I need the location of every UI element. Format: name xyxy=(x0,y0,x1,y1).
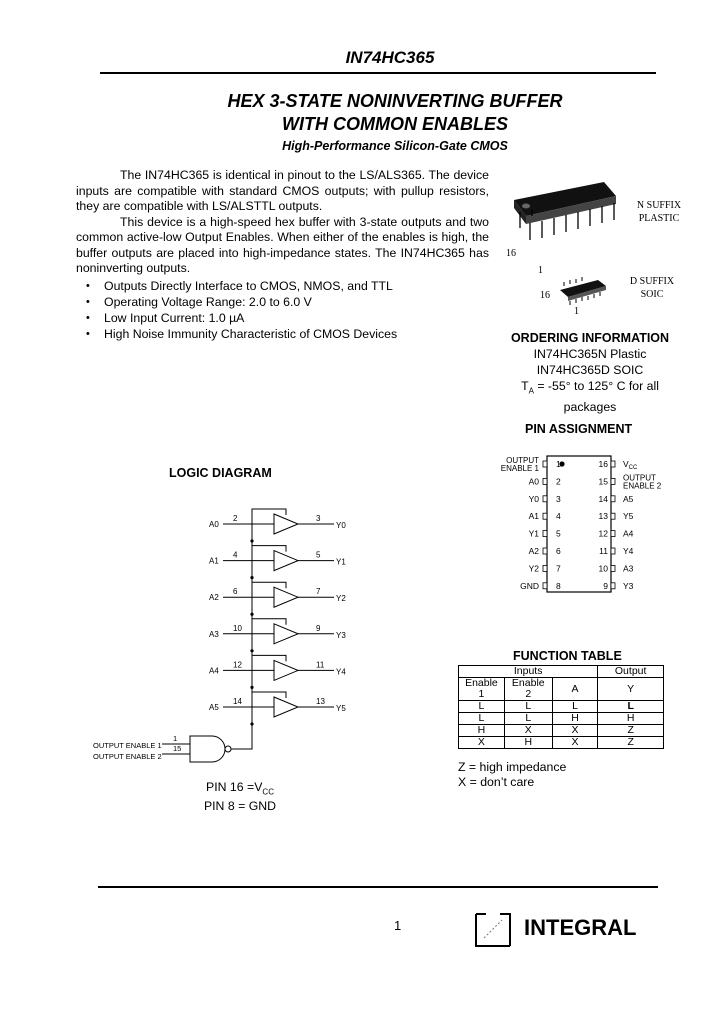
output-group-header: Output xyxy=(598,666,664,678)
pin-number: 6 xyxy=(556,546,561,556)
note-z: Z = high impedance xyxy=(458,760,567,774)
buffer-triangle xyxy=(274,551,298,571)
buffer-output-pin: 13 xyxy=(316,697,325,706)
table-cell: L xyxy=(598,701,664,713)
enable2-pin: 15 xyxy=(173,744,182,753)
pin-assignment-diagram xyxy=(486,452,686,602)
ordering-temperature-tail: packages xyxy=(563,400,617,415)
buffer-input-pin: 12 xyxy=(233,660,242,670)
pin-stub xyxy=(611,583,615,589)
buffer-output-pin: 9 xyxy=(316,623,321,633)
buffer-input-label: A5 xyxy=(209,703,219,712)
pin-number: 12 xyxy=(598,528,608,539)
power-pin-notes xyxy=(170,780,310,814)
ordering-line-1: IN74HC365N Plastic xyxy=(533,347,647,361)
buffer-input-label: A0 xyxy=(209,520,219,529)
buffer-input-pin: 10 xyxy=(233,623,242,633)
buffer-output-label: Y4 xyxy=(336,667,346,677)
pin-label: A3 xyxy=(623,563,634,574)
function-table-notes xyxy=(458,760,566,790)
table-cell: X xyxy=(504,725,552,737)
function-table-heading: FUNCTION TABLE xyxy=(513,649,622,663)
pin-stub xyxy=(611,531,615,537)
feature-item: • Low Input Current: 1.0 µA xyxy=(86,310,397,326)
feature-item: • Operating Voltage Range: 2.0 to 6.0 V xyxy=(86,294,397,310)
buffer-input-label: A4 xyxy=(209,666,219,676)
footer-rule xyxy=(98,886,658,888)
ordering-heading: ORDERING INFORMATION xyxy=(510,331,670,345)
function-table xyxy=(458,665,664,749)
n-suffix-text: N SUFFIX xyxy=(636,200,682,211)
feature-item: • High Noise Immunity Characteristic of CMOS Devices xyxy=(86,326,397,342)
table-row xyxy=(459,725,664,737)
ta-symbol: T xyxy=(521,379,529,393)
buffer-triangle xyxy=(274,514,298,534)
pin-label: A0 xyxy=(528,476,539,487)
table-row xyxy=(459,701,664,713)
col-a-header: A xyxy=(552,678,598,701)
description-paragraph-1: The IN74HC365 is identical in pinout to the LS/ALS365. The device inputs are compatible with standard CMOS outputs; with pullup resistors, they are compatible with LS/ALSTTL outputs. xyxy=(76,168,489,213)
buffer-input-pin: 2 xyxy=(233,514,238,523)
header-part-number: IN74HC365 xyxy=(345,48,435,67)
enable1-pin: 1 xyxy=(173,734,178,743)
table-cell: H xyxy=(459,725,505,737)
buffer-output-pin: 5 xyxy=(316,550,321,560)
col-enable2-sub: 2 xyxy=(504,689,552,701)
pin-label: Y3 xyxy=(623,580,634,591)
table-cell: L xyxy=(459,713,505,725)
buffer-input-pin: 6 xyxy=(233,587,238,597)
pin-label: OUTPUT xyxy=(623,473,656,483)
col-y-header: Y xyxy=(598,678,664,701)
pin-label: A5 xyxy=(623,493,634,504)
buffer-output-pin: 7 xyxy=(316,587,321,597)
table-cell: Z xyxy=(598,737,664,749)
soic-pin1-label: 1 xyxy=(574,306,579,317)
pin-number: 15 xyxy=(598,476,608,487)
buffer-output-pin: 3 xyxy=(316,514,321,523)
ordering-information xyxy=(490,330,690,415)
soic-package-drawing xyxy=(560,277,606,305)
pin-number: 3 xyxy=(556,493,561,504)
pin-stub xyxy=(543,548,547,554)
table-cell: H xyxy=(598,713,664,725)
buffer-triangle xyxy=(274,660,298,680)
d-suffix-text: D SUFFIX xyxy=(629,276,675,287)
pin-assignment-heading: PIN ASSIGNMENT xyxy=(525,422,633,436)
pin-label: ENABLE 2 xyxy=(623,481,662,491)
feature-item: • Outputs Directly Interface to CMOS, NMOS, and TTL xyxy=(86,278,397,294)
subtitle: High-Performance Silicon-Gate CMOS xyxy=(282,139,508,153)
header-rule xyxy=(100,72,656,74)
n-type-text: PLASTIC xyxy=(638,213,680,224)
buffer-output-label: Y0 xyxy=(336,521,346,530)
table-cell: L xyxy=(459,701,505,713)
col-enable1-sub: 1 xyxy=(459,689,505,701)
pin-label-subscript: CC xyxy=(628,465,638,471)
pin-label: ENABLE 1 xyxy=(500,464,539,473)
pin-stub xyxy=(543,496,547,502)
table-cell: X xyxy=(459,737,505,749)
page-number: 1 xyxy=(394,918,402,933)
pin-label: Y1 xyxy=(528,528,539,539)
pin-number: 16 xyxy=(598,459,608,469)
title-line-1: HEX 3-STATE NONINVERTING BUFFER xyxy=(227,91,563,111)
table-cell: H xyxy=(552,713,598,725)
pin-label: GND xyxy=(520,580,539,591)
table-cell: Z xyxy=(598,725,664,737)
table-cell: H xyxy=(504,737,552,749)
buffer-output-label: Y1 xyxy=(336,557,346,567)
dip-pin1-label: 1 xyxy=(538,265,543,276)
enable1-label: OUTPUT ENABLE 1 xyxy=(93,741,162,750)
pin-number: 13 xyxy=(598,511,608,522)
title-line-2: WITH COMMON ENABLES xyxy=(282,114,508,134)
pin-label: Y5 xyxy=(623,511,634,522)
table-cell: X xyxy=(552,737,598,749)
pin-stub xyxy=(611,461,615,467)
pin-stub xyxy=(611,496,615,502)
pin8-note: PIN 8 = GND xyxy=(203,799,277,814)
pin-number: 9 xyxy=(603,580,608,591)
col-enable2-header: Enable xyxy=(504,678,552,690)
d-suffix-label xyxy=(617,275,687,301)
dip-pin16-label: 16 xyxy=(506,248,516,259)
pin16-prefix: PIN 16 =V xyxy=(206,780,263,794)
pin-label: Y0 xyxy=(528,493,539,504)
soic-pin16-label: 16 xyxy=(540,290,550,301)
table-row xyxy=(459,737,664,749)
buffer-triangle xyxy=(274,624,298,644)
ordering-temperature xyxy=(490,378,690,399)
pin16-note xyxy=(170,780,310,799)
nand-gate xyxy=(190,736,225,762)
pin-label: Y2 xyxy=(528,563,539,574)
pin-label: OUTPUT xyxy=(506,456,539,465)
pin-number: 2 xyxy=(556,476,561,487)
pin-number: 1 xyxy=(556,459,561,469)
pin-stub xyxy=(611,513,615,519)
ta-range: = -55° to 125° C for all xyxy=(533,379,659,393)
pin-stub xyxy=(543,513,547,519)
pin-label: Y4 xyxy=(623,546,634,556)
logic-diagram-heading: LOGIC DIAGRAM xyxy=(169,466,272,480)
pin-number: 4 xyxy=(556,511,561,522)
main-title xyxy=(0,90,720,136)
ordering-line-2: IN74HC365D SOIC xyxy=(536,363,644,377)
buffer-input-label: A1 xyxy=(209,556,219,566)
pin-stub xyxy=(543,478,547,484)
buffer-output-pin: 11 xyxy=(316,660,325,670)
buffer-triangle xyxy=(274,587,298,607)
pin-number: 10 xyxy=(598,563,608,574)
d-type-text: SOIC xyxy=(640,289,664,300)
buffer-output-label: Y2 xyxy=(336,594,346,604)
pin-stub xyxy=(611,478,615,484)
pin-stub xyxy=(543,531,547,537)
ta-subscript: A xyxy=(528,386,534,396)
note-x: X = don’t care xyxy=(458,775,535,789)
table-cell: L xyxy=(504,701,552,713)
buffer-triangle xyxy=(274,697,298,717)
pin-number: 7 xyxy=(556,563,561,574)
integral-logo-mark xyxy=(472,910,514,950)
table-cell: X xyxy=(552,725,598,737)
gate-output-wire xyxy=(231,744,252,749)
pin-number: 8 xyxy=(556,580,561,591)
n-suffix-label xyxy=(624,199,694,225)
col-enable1-header: Enable xyxy=(459,678,505,690)
dip-package-drawing xyxy=(514,182,616,240)
buffer-output-label: Y5 xyxy=(336,704,346,713)
description xyxy=(76,168,489,277)
nand-bubble xyxy=(225,746,231,752)
pin-label: $V_{CC}$ xyxy=(623,459,638,471)
pin-number: 5 xyxy=(556,528,561,539)
description-paragraph-2: This device is a high-speed hex buffer with 3-state outputs and two common active-low Output Enables. When either of the enables is high, the buffer outputs are placed into high-impedance states. The IN74HC365 has noninverting outputs. xyxy=(76,214,489,275)
buffer-output-label: Y3 xyxy=(336,630,346,640)
pin-label: A2 xyxy=(528,546,539,556)
buffer-input-pin: 14 xyxy=(233,697,242,706)
pin16-subscript: CC xyxy=(262,787,274,797)
pin-number: 14 xyxy=(598,493,608,504)
pin-label: A4 xyxy=(623,528,634,539)
pin-stub xyxy=(611,565,615,571)
feature-list xyxy=(86,278,397,342)
table-cell: L xyxy=(552,701,598,713)
brand-name: INTEGRAL xyxy=(524,915,637,940)
pin-stub xyxy=(543,461,547,467)
pin-label: A1 xyxy=(528,511,539,522)
table-cell: L xyxy=(504,713,552,725)
logic-diagram xyxy=(90,496,370,786)
buffer-input-label: A3 xyxy=(209,629,219,639)
enable2-label: OUTPUT ENABLE 2 xyxy=(93,752,162,761)
pin-stub xyxy=(543,583,547,589)
table-row xyxy=(459,713,664,725)
buffer-input-label: A2 xyxy=(209,593,219,603)
buffer-input-pin: 4 xyxy=(233,550,238,560)
pin-stub xyxy=(611,548,615,554)
pin-number: 11 xyxy=(599,546,608,556)
inputs-group-header: Inputs xyxy=(459,666,598,678)
pin-stub xyxy=(543,565,547,571)
